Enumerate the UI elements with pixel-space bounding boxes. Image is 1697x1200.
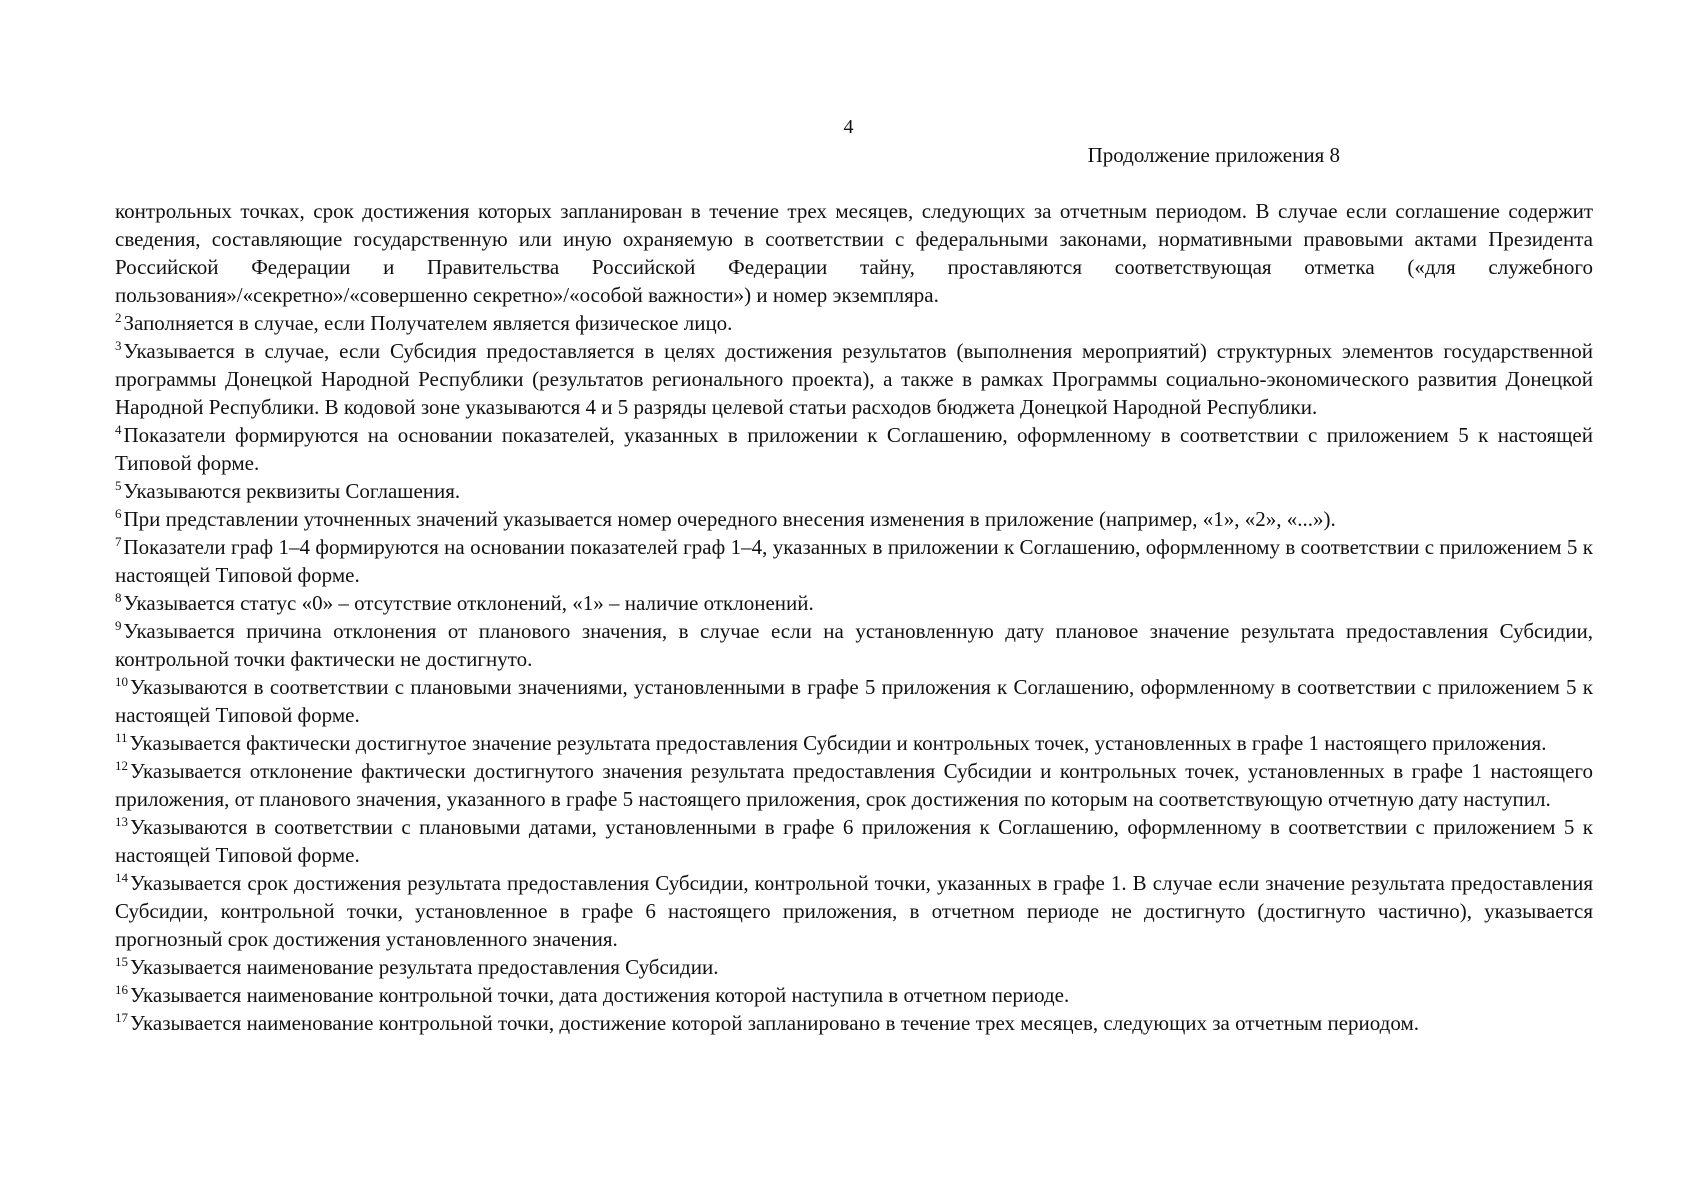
footnote-text: Заполняется в случае, если Получателем является физическое лицо. xyxy=(123,311,733,335)
footnote-mark: 7 xyxy=(115,534,122,549)
footnote-4 xyxy=(115,421,1593,477)
footnote-mark: 12 xyxy=(115,758,128,773)
footnote-mark: 5 xyxy=(115,478,122,493)
footnote-10 xyxy=(115,673,1593,729)
footnote-text: При представлении уточненных значений указывается номер очередного внесения изменения в приложение (например, «1», «2», «...»). xyxy=(123,507,1336,531)
footnote-continuation-text: контрольных точках, срок достижения которых запланирован в течение трех месяцев, следующих за отчетным периодом. В случае если соглашение содержит сведения, составляющие государственную или иную охраняемую в соответствии с федеральными законами, нормативными правовыми актами Президента Российской Федерации и Правительства Российской Федерации тайну, проставляются соответствующая отметка («для служебного пользования»/«секретно»/«совершенно секретно»/«особой важности») и номер экземпляра. xyxy=(115,199,1593,307)
footnote-mark: 15 xyxy=(115,954,128,969)
footnote-text: Указывается в случае, если Субсидия предоставляется в целях достижения результатов (выполнения мероприятий) структурных элементов государственной программы Донецкой Народной Республики (результатов регионального проекта), а также в рамках Программы социально-экономического развития Донецкой Народной Республики. В кодовой зоне указываются 4 и 5 разряды целевой статьи расходов бюджета Донецкой Народной Республики. xyxy=(115,339,1593,419)
footnote-14 xyxy=(115,869,1593,953)
footnote-text: Указывается наименование результата предоставления Субсидии. xyxy=(130,955,719,979)
footnote-text: Указывается статус «0» – отсутствие отклонений, «1» – наличие отклонений. xyxy=(123,591,814,615)
footnote-text: Указывается наименование контрольной точки, достижение которой запланировано в течение трех месяцев, следующих за отчетным периодом. xyxy=(130,1011,1419,1035)
footnote-mark: 11 xyxy=(115,730,128,745)
page-number: 4 xyxy=(843,116,854,138)
footnote-text: Показатели граф 1–4 формируются на основании показателей граф 1–4, указанных в приложении к Соглашению, оформленному в соответствии с приложением 5 к настоящей Типовой форме. xyxy=(115,535,1593,587)
footnote-mark: 2 xyxy=(115,310,122,325)
footnote-9 xyxy=(115,617,1593,673)
footnote-mark: 6 xyxy=(115,506,122,521)
footnote-text: Указывается наименование контрольной точки, дата достижения которой наступила в отчетном периоде. xyxy=(130,983,1070,1007)
footnote-text: Показатели формируются на основании показателей, указанных в приложении к Соглашению, оформленному в соответствии с приложением 5 к настоящей Типовой форме. xyxy=(115,423,1593,475)
footnotes-block xyxy=(115,197,1593,1037)
footnote-6 xyxy=(115,505,1593,533)
footnote-2 xyxy=(115,309,1593,337)
footnote-mark: 8 xyxy=(115,590,122,605)
footnote-text: Указываются реквизиты Соглашения. xyxy=(123,479,461,503)
footnote-mark: 17 xyxy=(115,1010,128,1025)
footnote-text: Указываются в соответствии с плановыми значениями, установленными в графе 5 приложения к Соглашению, оформленному в соответствии с приложением 5 к настоящей Типовой форме. xyxy=(115,675,1593,727)
footnote-15 xyxy=(115,953,1593,981)
footnote-mark: 10 xyxy=(115,674,128,689)
footnote-text: Указывается отклонение фактически достигнутого значения результата предоставления Субсидии и контрольных точек, установленных в графе 1 настоящего приложения, от планового значения, указанного в графе 5 настоящего приложения, срок достижения по которым на соответствующую отчетную дату наступил. xyxy=(115,759,1593,811)
footnote-text: Указывается причина отклонения от планового значения, в случае если на установленную дату плановое значение результата предоставления Субсидии, контрольной точки фактически не достигнуто. xyxy=(115,619,1593,671)
footnote-17 xyxy=(115,1009,1593,1037)
footnote-mark: 14 xyxy=(115,870,128,885)
footnote-7 xyxy=(115,533,1593,589)
footnote-text: Указывается срок достижения результата предоставления Субсидии, контрольной точки, указанных в графе 1. В случае если значение результата предоставления Субсидии, контрольной точки, установленное в графе 6 настоящего приложения, в отчетном периоде не достигнуто (достигнуто частично), указывается прогнозный срок достижения установленного значения. xyxy=(115,871,1593,951)
footnote-mark: 3 xyxy=(115,338,122,353)
footnote-16 xyxy=(115,981,1593,1009)
footnote-mark: 4 xyxy=(115,422,122,437)
appendix-continuation-label: Продолжение приложения 8 xyxy=(1087,143,1340,167)
footnote-mark: 16 xyxy=(115,982,128,997)
footnote-12 xyxy=(115,757,1593,813)
footnote-text: Указывается фактически достигнутое значение результата предоставления Субсидии и контрольных точек, установленных в графе 1 настоящего приложения. xyxy=(129,731,1547,755)
footnote-11 xyxy=(115,729,1593,757)
footnote-13 xyxy=(115,813,1593,869)
footnote-mark: 9 xyxy=(115,618,122,633)
footnote-8 xyxy=(115,589,1593,617)
footnote-3 xyxy=(115,337,1593,421)
footnote-text: Указываются в соответствии с плановыми датами, установленными в графе 6 приложения к Соглашению, оформленному в соответствии с приложением 5 к настоящей Типовой форме. xyxy=(115,815,1593,867)
footnote-5 xyxy=(115,477,1593,505)
footnote-mark: 13 xyxy=(115,814,128,829)
